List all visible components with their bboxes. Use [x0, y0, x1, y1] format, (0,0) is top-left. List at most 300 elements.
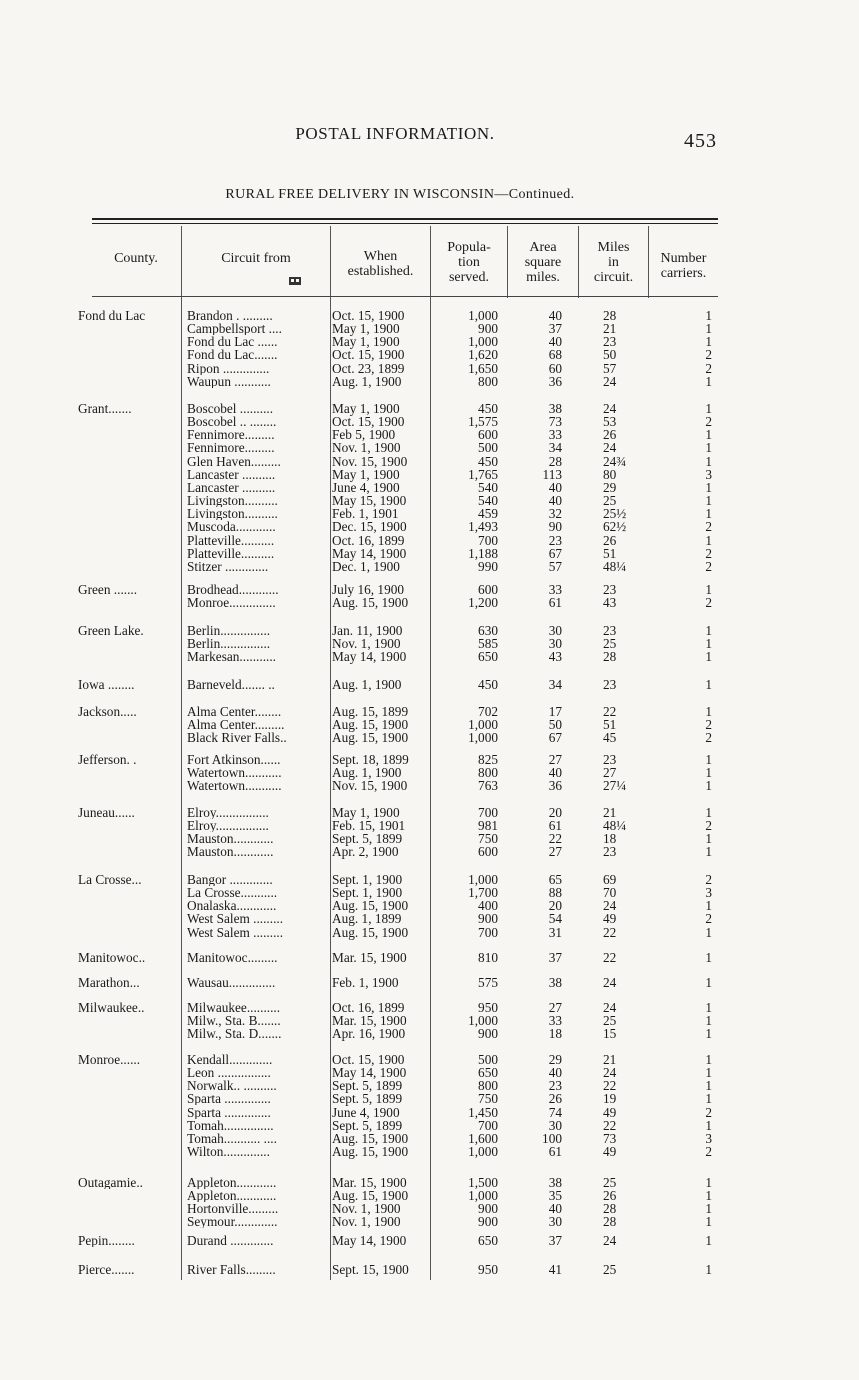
cell-area: 57	[548, 558, 562, 574]
cell-carriers: 1	[705, 623, 712, 638]
cell-carriers: 2	[705, 414, 712, 430]
cell-carriers: 1	[705, 778, 712, 794]
cell-established: July 16, 1900	[332, 582, 405, 597]
cell-carriers: 1	[705, 1000, 712, 1015]
cell-miles: 25	[603, 1175, 617, 1190]
cell-circuit: Muscoda............	[187, 520, 276, 534]
cell-population: 500	[478, 1052, 498, 1067]
cell-carriers: 1	[705, 582, 712, 597]
cell-miles: 23	[603, 582, 617, 597]
cell-established: Oct. 15, 1900	[332, 308, 405, 323]
cell-population: 1,650	[468, 360, 498, 376]
cell-miles: 57	[603, 360, 617, 376]
cell-established: Feb. 1, 1901	[332, 506, 399, 522]
cell-area: 26	[548, 1091, 562, 1107]
cell-established: Oct. 15, 1900	[332, 347, 405, 363]
cell-carriers: 1	[705, 752, 712, 767]
table-top-rule	[92, 218, 718, 220]
cell-circuit: Fort Atkinson......	[187, 753, 281, 766]
cell-miles: 21	[603, 805, 617, 820]
cell-area: 22	[548, 831, 562, 847]
cell-carriers: 1	[705, 765, 712, 781]
cell-established: Mar. 15, 1900	[332, 1013, 407, 1029]
cell-area: 40	[548, 1201, 562, 1217]
cell-circuit: Glen Haven.........	[187, 454, 281, 468]
header-circuit: Circuit from	[221, 251, 291, 266]
cell-circuit: Wausau..............	[187, 976, 276, 989]
cell-miles: 19	[603, 1091, 617, 1107]
cell-area: 40	[548, 493, 562, 509]
header-county: County.	[114, 251, 158, 266]
cell-miles: 23	[603, 844, 617, 860]
cell-population: 1,450	[468, 1104, 498, 1120]
cell-miles: 24	[603, 1233, 617, 1248]
cell-circuit: Tomah...............	[187, 1118, 274, 1132]
cell-area: 37	[548, 321, 562, 337]
cell-circuit: Bangor .............	[187, 873, 273, 886]
cell-circuit: Appleton............	[187, 1176, 277, 1189]
header-area-line: miles.	[526, 270, 560, 285]
column-divider	[181, 226, 182, 1280]
cell-circuit: Lancaster ..........	[187, 480, 276, 494]
cell-carriers: 1	[705, 1117, 712, 1133]
cell-established: Sept. 5, 1899	[332, 1078, 403, 1094]
cell-area: 20	[548, 898, 562, 914]
cell-miles: 51	[603, 545, 617, 561]
cell-population: 1,600	[468, 1130, 498, 1146]
cell-carriers: 1	[705, 321, 712, 337]
cell-circuit: Wilton..............	[187, 1145, 270, 1159]
cell-population: 1,575	[468, 414, 498, 430]
cell-established: May 1, 1900	[332, 466, 400, 482]
cell-area: 37	[548, 950, 562, 965]
header-area-line: Area	[529, 240, 557, 255]
cell-miles: 28	[603, 1201, 617, 1217]
cell-population: 763	[478, 778, 498, 794]
cell-circuit: Livingston..........	[187, 494, 278, 508]
cell-area: 40	[548, 765, 562, 781]
cell-circuit: Norwalk.. ..........	[187, 1079, 277, 1093]
cell-county: Grant.......	[78, 402, 132, 415]
cell-circuit: Barneveld....... ..	[187, 678, 275, 691]
cell-established: June 4, 1900	[332, 1104, 400, 1120]
cell-miles: 50	[603, 347, 617, 363]
cell-population: 540	[478, 493, 498, 509]
cell-county: Milwaukee..	[78, 1001, 145, 1014]
cell-circuit: Seymour.............	[187, 1215, 278, 1229]
cell-population: 459	[478, 506, 498, 522]
cell-circuit: Mauston............	[187, 832, 274, 846]
cell-miles: 23	[603, 752, 617, 767]
cell-circuit: West Salem .........	[187, 912, 284, 926]
cell-carriers: 1	[705, 1175, 712, 1190]
cell-carriers: 1	[705, 831, 712, 847]
cell-circuit: Kendall.............	[187, 1053, 273, 1066]
cell-carriers: 1	[705, 334, 712, 350]
header-carriers-line: carriers.	[660, 266, 707, 281]
cell-population: 825	[478, 752, 498, 767]
cell-miles: 15	[603, 1026, 617, 1042]
cell-area: 43	[548, 649, 562, 665]
cell-circuit: Elroy................	[187, 806, 269, 819]
cell-circuit: Black River Falls..	[187, 731, 287, 745]
cell-established: Oct. 15, 1900	[332, 414, 405, 430]
cell-established: May 14, 1900	[332, 649, 407, 665]
cell-established: Aug. 15, 1900	[332, 730, 409, 746]
cell-circuit: Sparta ..............	[187, 1105, 271, 1119]
cell-area: 38	[548, 1175, 562, 1190]
cell-established: Sept. 1, 1900	[332, 872, 403, 887]
cell-carriers: 2	[705, 595, 712, 611]
cell-miles: 21	[603, 1052, 617, 1067]
cell-circuit: River Falls.........	[187, 1263, 276, 1276]
cell-carriers: 2	[705, 558, 712, 574]
cell-carriers: 1	[705, 401, 712, 416]
cell-population: 450	[478, 453, 498, 469]
cell-circuit: Fennimore.........	[187, 441, 275, 455]
cell-carriers: 1	[705, 1065, 712, 1081]
cell-area: 40	[548, 308, 562, 323]
cell-area: 90	[548, 519, 562, 535]
cell-area: 33	[548, 1013, 562, 1029]
cell-established: Aug. 1, 1899	[332, 911, 402, 927]
cell-population: 800	[478, 373, 498, 389]
cell-population: 900	[478, 1026, 498, 1042]
cell-carriers: 1	[705, 677, 712, 692]
cell-population: 1,000	[468, 717, 498, 733]
cell-county: Manitowoc..	[78, 951, 146, 964]
cell-carriers: 1	[705, 1233, 712, 1248]
cell-population: 810	[478, 950, 498, 965]
cell-carriers: 1	[705, 506, 712, 522]
cell-population: 750	[478, 1091, 498, 1107]
cell-county: Outagamie..	[78, 1176, 143, 1189]
cell-miles: 23	[603, 623, 617, 638]
cell-carriers: 1	[705, 453, 712, 469]
header-carriers	[649, 251, 718, 281]
cell-established: Sept. 18, 1899	[332, 752, 409, 767]
cell-established: May 1, 1900	[332, 321, 400, 337]
cell-established: Feb. 15, 1901	[332, 818, 406, 834]
running-title: POSTAL INFORMATION.	[295, 124, 495, 143]
cell-established: Apr. 16, 1900	[332, 1026, 406, 1042]
cell-carriers: 2	[705, 730, 712, 746]
cell-carriers: 2	[705, 360, 712, 376]
cell-population: 800	[478, 1078, 498, 1094]
cell-carriers: 1	[705, 704, 712, 719]
cell-population: 900	[478, 1201, 498, 1217]
cell-area: 20	[548, 805, 562, 820]
cell-county: Fond du Lac	[78, 309, 146, 322]
cell-county: Juneau......	[78, 806, 135, 819]
cell-carriers: 1	[705, 898, 712, 914]
cell-circuit: Boscobel .. ........	[187, 415, 277, 429]
cell-carriers: 1	[705, 636, 712, 652]
cell-area: 100	[542, 1130, 562, 1146]
header-when-line: established.	[347, 264, 414, 279]
cell-circuit: Berlin...............	[187, 624, 271, 637]
cell-circuit: Brodhead............	[187, 583, 279, 596]
cell-county: Jackson.....	[78, 705, 137, 718]
cell-carriers: 2	[705, 818, 712, 834]
cell-circuit: Mauston............	[187, 845, 274, 859]
cell-miles: 49	[603, 1144, 617, 1160]
cell-circuit: Durand .............	[187, 1234, 274, 1247]
cell-miles: 29	[603, 479, 617, 495]
cell-population: 700	[478, 924, 498, 940]
cell-area: 18	[548, 1026, 562, 1042]
header-when	[331, 249, 430, 279]
cell-miles: 21	[603, 321, 617, 337]
cell-area: 27	[548, 752, 562, 767]
cell-miles: 51	[603, 717, 617, 733]
cell-carriers: 1	[705, 532, 712, 548]
cell-established: Jan. 11, 1900	[332, 623, 403, 638]
cell-circuit: Brandon . .........	[187, 309, 273, 322]
cell-area: 27	[548, 844, 562, 860]
cell-circuit: Alma Center.........	[187, 718, 285, 732]
cell-established: Aug. 15, 1900	[332, 717, 409, 733]
cell-established: Apr. 2, 1900	[332, 844, 399, 860]
cell-circuit: Watertown...........	[187, 779, 282, 793]
cell-population: 900	[478, 1214, 498, 1230]
cell-population: 540	[478, 479, 498, 495]
cell-established: Nov. 1, 1900	[332, 636, 401, 652]
cell-miles: 24	[603, 373, 617, 389]
cell-area: 65	[548, 872, 562, 887]
cell-miles: 28	[603, 308, 617, 323]
cell-circuit: Fond du Lac ......	[187, 335, 278, 349]
cell-population: 600	[478, 427, 498, 443]
cell-circuit: Manitowoc.........	[187, 951, 278, 964]
cell-area: 32	[548, 506, 562, 522]
cell-miles: 45	[603, 730, 617, 746]
cell-population: 1,493	[468, 519, 498, 535]
cell-established: Oct. 23, 1899	[332, 360, 405, 376]
cell-population: 702	[478, 704, 498, 719]
page-number: 453	[684, 130, 717, 152]
cell-established: Nov. 1, 1900	[332, 1214, 401, 1230]
cell-circuit: Hortonville.........	[187, 1202, 279, 1216]
cell-miles: 23	[603, 677, 617, 692]
cell-miles: 24	[603, 440, 617, 456]
cell-population: 700	[478, 532, 498, 548]
cell-county: Pepin........	[78, 1234, 135, 1247]
cell-population: 900	[478, 911, 498, 927]
cell-miles: 24	[603, 1065, 617, 1081]
header-population-line: tion	[458, 255, 480, 270]
cell-established: Nov. 1, 1900	[332, 1201, 401, 1217]
cell-miles: 18	[603, 831, 617, 847]
cell-miles: 49	[603, 911, 617, 927]
cell-circuit: Leon ................	[187, 1066, 271, 1080]
cell-carriers: 1	[705, 1201, 712, 1217]
cell-established: June 4, 1900	[332, 479, 400, 495]
cell-established: May 15, 1900	[332, 493, 407, 509]
header-when-line: When	[363, 249, 398, 264]
cell-population: 400	[478, 898, 498, 914]
cell-miles: 27¼	[603, 778, 627, 794]
cell-area: 38	[548, 401, 562, 416]
cell-circuit: Lancaster ..........	[187, 467, 276, 481]
cell-population: 1,200	[468, 595, 498, 611]
cell-circuit: Milwaukee..........	[187, 1001, 281, 1014]
cell-circuit: Appleton............	[187, 1189, 277, 1203]
cell-population: 700	[478, 805, 498, 820]
cell-carriers: 1	[705, 1052, 712, 1067]
cell-established: Aug. 15, 1900	[332, 1188, 409, 1204]
cell-miles: 24	[603, 898, 617, 914]
cell-established: Sept. 5, 1899	[332, 1091, 403, 1107]
cell-carriers: 1	[705, 924, 712, 940]
table-top-rule-thin	[92, 223, 718, 224]
cell-circuit: Milw., Sta. B.......	[187, 1014, 281, 1028]
cell-carriers: 1	[705, 844, 712, 860]
cell-area: 40	[548, 1065, 562, 1081]
cell-established: Aug. 15, 1900	[332, 595, 409, 611]
cell-established: Oct. 16, 1899	[332, 532, 405, 548]
cell-miles: 22	[603, 1117, 617, 1133]
cell-county: Green .......	[78, 583, 138, 596]
cell-carriers: 1	[705, 805, 712, 820]
cell-area: 33	[548, 582, 562, 597]
cell-miles: 69	[603, 872, 617, 887]
cell-county: Green Lake.	[78, 624, 144, 637]
cell-circuit: Onalaska............	[187, 899, 277, 913]
cell-established: Oct. 15, 1900	[332, 1052, 405, 1067]
cell-carriers: 1	[705, 975, 712, 990]
cell-established: May 14, 1900	[332, 545, 407, 561]
cell-miles: 22	[603, 924, 617, 940]
cell-area: 60	[548, 360, 562, 376]
cell-population: 950	[478, 1262, 498, 1277]
cell-carriers: 1	[705, 950, 712, 965]
cell-population: 1,000	[468, 1013, 498, 1029]
cell-population: 650	[478, 1233, 498, 1248]
cell-established: Aug. 1, 1900	[332, 765, 402, 781]
cell-population: 700	[478, 1117, 498, 1133]
cell-population: 600	[478, 582, 498, 597]
cell-miles: 53	[603, 414, 617, 430]
cell-established: Dec. 15, 1900	[332, 519, 407, 535]
cell-miles: 73	[603, 1130, 617, 1146]
cell-miles: 22	[603, 1078, 617, 1094]
cell-county: La Crosse...	[78, 873, 142, 886]
cell-population: 1,188	[468, 545, 498, 561]
header-area-line: square	[524, 255, 562, 270]
cell-county: Pierce.......	[78, 1263, 135, 1276]
cell-established: Aug. 15, 1899	[332, 704, 409, 719]
cell-miles: 23	[603, 334, 617, 350]
column-divider	[330, 226, 331, 1280]
cell-population: 600	[478, 844, 498, 860]
cell-miles: 22	[603, 704, 617, 719]
cell-carriers: 1	[705, 1013, 712, 1029]
cell-circuit: Markesan...........	[187, 650, 276, 664]
cell-population: 450	[478, 401, 498, 416]
cell-miles: 24	[603, 401, 617, 416]
cell-miles: 25	[603, 1262, 617, 1277]
cell-population: 1,700	[468, 885, 498, 901]
cell-miles: 48¼	[603, 558, 627, 574]
cell-area: 29	[548, 1052, 562, 1067]
cell-established: Nov. 15, 1900	[332, 778, 408, 794]
cell-area: 61	[548, 1144, 562, 1160]
cell-carriers: 2	[705, 1144, 712, 1160]
cell-population: 1,620	[468, 347, 498, 363]
cell-carriers: 2	[705, 717, 712, 733]
cell-miles: 49	[603, 1104, 617, 1120]
cell-circuit: Fond du Lac.......	[187, 348, 278, 362]
cell-carriers: 3	[705, 885, 712, 901]
cell-established: Aug. 15, 1900	[332, 898, 409, 914]
cell-area: 36	[548, 778, 562, 794]
cell-population: 750	[478, 831, 498, 847]
cell-population: 1,000	[468, 872, 498, 887]
cell-area: 41	[548, 1262, 562, 1277]
cell-established: Aug. 1, 1900	[332, 677, 402, 692]
header-miles	[579, 240, 648, 285]
cell-miles: 24	[603, 1000, 617, 1015]
cell-carriers: 2	[705, 545, 712, 561]
cell-area: 40	[548, 479, 562, 495]
cell-established: Sept. 1, 1900	[332, 885, 403, 901]
cell-area: 30	[548, 636, 562, 652]
cell-area: 23	[548, 532, 562, 548]
cell-established: Sept. 5, 1899	[332, 831, 403, 847]
cell-circuit: Tomah........... ....	[187, 1131, 277, 1145]
cell-established: Feb. 1, 1900	[332, 975, 399, 990]
cell-area: 30	[548, 1117, 562, 1133]
cell-circuit: Ripon ..............	[187, 361, 270, 375]
cell-circuit: Milw., Sta. D.......	[187, 1027, 282, 1041]
cell-population: 585	[478, 636, 498, 652]
header-population-line: served.	[448, 270, 490, 285]
cell-population: 575	[478, 975, 498, 990]
cell-area: 36	[548, 373, 562, 389]
cell-carriers: 1	[705, 1214, 712, 1230]
cell-population: 1,000	[468, 1144, 498, 1160]
cell-miles: 43	[603, 595, 617, 611]
cell-miles: 26	[603, 532, 617, 548]
cell-area: 34	[548, 440, 562, 456]
cell-population: 990	[478, 558, 498, 574]
cell-circuit: Elroy................	[187, 819, 269, 833]
header-miles-line: Miles	[597, 240, 630, 255]
cell-carriers: 1	[705, 1078, 712, 1094]
cell-population: 1,000	[468, 334, 498, 350]
cell-circuit: Berlin...............	[187, 637, 271, 651]
cell-county: Iowa ........	[78, 678, 135, 691]
cell-population: 1,000	[468, 308, 498, 323]
cell-area: 28	[548, 453, 562, 469]
cell-miles: 27	[603, 765, 617, 781]
header-carriers-line: Number	[660, 251, 707, 266]
cell-carriers: 2	[705, 1104, 712, 1120]
cell-area: 73	[548, 414, 562, 430]
cell-population: 981	[478, 818, 498, 834]
cell-carriers: 1	[705, 373, 712, 389]
cell-miles: 25	[603, 636, 617, 652]
cell-area: 67	[548, 730, 562, 746]
cell-population: 1,000	[468, 1188, 498, 1204]
cell-miles: 70	[603, 885, 617, 901]
cell-area: 27	[548, 1000, 562, 1015]
cell-population: 650	[478, 649, 498, 665]
cell-carriers: 1	[705, 1026, 712, 1042]
cell-population: 450	[478, 677, 498, 692]
cell-carriers: 1	[705, 479, 712, 495]
